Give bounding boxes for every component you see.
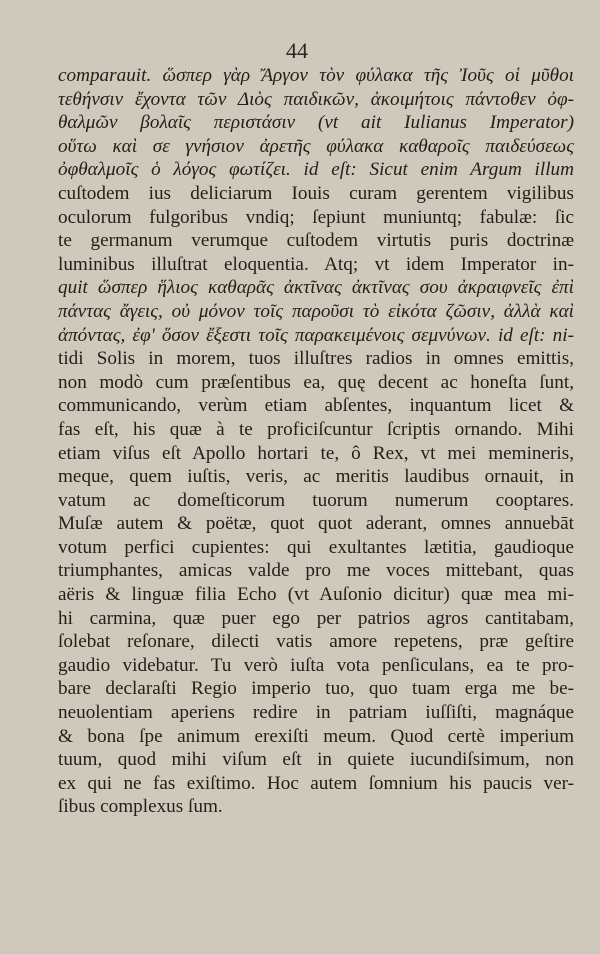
text-line: οὕτω καὶ σε γνήσιον ἀρετῆς φύλακα καθαροῖς παιδεύσεως — [58, 135, 574, 157]
text-line: neuolentiam aperiens redire in patriam iuſſiſti, magnáque — [58, 702, 574, 724]
text-line: πάντας ἄγεις, οὐ μόνον τοῖς παροῦσι τὸ εἰκότα ζῶσιν, ἀλλὰ καὶ — [58, 300, 574, 322]
text-line: Muſæ autem & poëtæ, quot quot aderant, omnes annuebāt — [58, 513, 574, 535]
text-line: & bona ſpe animum erexiſti meum. Quod certè imperium — [58, 725, 574, 747]
text-line: ſolebat reſonare, dilecti vatis amore repetens, præ geſtire — [58, 631, 574, 653]
text-line: oculorum fulgoribus vndiq; ſepiunt muniuntq; fabulæ: ſic — [58, 206, 574, 228]
text-line: ὀφθαλμοῖς ὁ λόγος φωτίζει. id eſt: Sicut enim Argum illum — [58, 159, 574, 181]
text-line: bare declaraſti Regio imperio tuo, quo tuam erga me be- — [58, 678, 574, 700]
text-line: quit ὥσπερ ἥλιος καθαρᾶς ἀκτῖνας ἀκτῖνας σου ἀκραιφνεῖς ἐπὶ — [58, 277, 574, 299]
text-line: tidi Solis in morem, tuos illuſtres radios in omnes emittis, — [58, 348, 574, 370]
text-line: non modò cum præſentibus ea, quę decent ac honeſta ſunt, — [58, 371, 574, 393]
page-number: 44 — [286, 38, 308, 63]
text-line: meque, quem iuſtis, veris, ac meritis laudibus ornauit, in — [58, 466, 574, 488]
text-line: cuſtodem ius deliciarum Iouis curam gerentem vigilibus — [58, 182, 574, 204]
text-line: ἀπόντας, ἐφ' ὅσον ἔξεστι τοῖς παρακειμένοις σεμνύνων. id eſt: ni- — [58, 324, 574, 346]
text-line: te germanum verumque cuſtodem virtutis puris doctrinæ — [58, 230, 574, 252]
text-line: ex qui ne fas exiſtimo. Hoc autem ſomnium his paucis ver- — [58, 772, 574, 794]
text-line: aëris & linguæ filia Echo (vt Auſonio dicitur) quæ mea mi- — [58, 584, 574, 606]
text-line: votum perfici cupientes: qui exultantes lætitia, gaudioque — [58, 536, 574, 558]
text-line: vatum ac domeſticorum tuorum numerum cooptares. — [58, 489, 574, 511]
text-line: τεθήνσιν ἔχοντα τῶν Διὸς παιδικῶν, ἀκοιμήτοις πάντοθεν ὀφ- — [58, 88, 574, 110]
text-line: communicando, verùm etiam abſentes, inquantum licet & — [58, 395, 574, 417]
text-line: gaudio videbatur. Tu verò iuſta vota penſiculans, ea te pro- — [58, 654, 574, 676]
text-line: triumphantes, amicas valde pro me voces mittebant, quas — [58, 560, 574, 582]
text-line: luminibus illuſtrat eloquentia. Atq; vt idem Imperator in- — [58, 253, 574, 275]
text-line: etiam viſus eſt Apollo hortari te, ô Rex, vt mei memineris, — [58, 442, 574, 464]
text-line: θαλμῶν βολαῖς περιστάσιν (vt ait Iulianus Imperator) — [58, 112, 574, 134]
text-line: comparauit. ὥσπερ γὰρ Ἄργον τὸν φύλακα τῆς Ἰοῦς οἱ μῦθοι — [58, 65, 574, 86]
text-line: fas eſt, his quæ à te proficiſcuntur ſcriptis ornando. Mihi — [58, 418, 574, 440]
text-line: ſibus complexus ſum. — [58, 796, 223, 818]
text-line: hi carmina, quæ puer ego per patrios agros cantitabam, — [58, 607, 574, 629]
text-line: tuum, quod mihi viſum eſt in quiete iucundiſsimum, non — [58, 749, 574, 771]
body-text — [58, 64, 574, 819]
